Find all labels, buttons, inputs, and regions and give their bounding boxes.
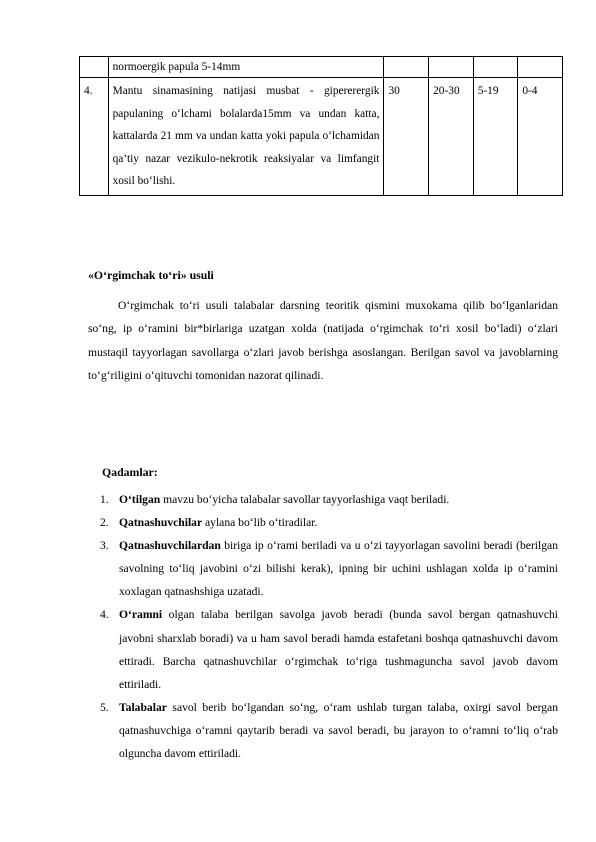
table-cell-value <box>518 57 563 78</box>
table-cell-description: normoergik papula 5-14mm <box>108 57 384 78</box>
table-cell-number <box>80 57 109 78</box>
steps-title: Qadamlar: <box>102 465 158 479</box>
table-cell-value <box>473 57 518 78</box>
step-text: olgan talaba berilgan savolga javob beradi (bunda savol bergan qatnashuvchi javobni sharxlab boradi) va u ham savol beradi hamda estafetani boshqa qatnashuvchi davom ettiradi. Barcha qatnashuvchilar o‘rgimchak to‘riga tushmaguncha savol javob davom ettiriladi. <box>119 608 558 691</box>
section-heading: «O‘rgimchak to‘ri» usuli <box>88 268 214 282</box>
step-number: 2. <box>100 516 109 530</box>
section-paragraph: O‘rgimchak to‘ri usuli talabalar darsning teoritik qismini muxokama qilib bo‘lganlaridan so‘ng, ip o‘ramini bir*birlariga uzatgan xolda (natijada o‘rgimchak to‘ri xosil bo‘ladi) o‘zlari mustaqil tayyorlagan savollarga o‘zlari javob berishga asoslangan. Berilgan savol va javoblarning to‘g‘riligini o‘qituvchi tomonidan nazorat qilinadi. <box>88 299 558 382</box>
step-keyword: Talabalar <box>119 700 167 714</box>
list-item <box>100 534 558 603</box>
table-row <box>80 57 563 78</box>
step-keyword: O‘ramni <box>119 608 163 622</box>
step-text: biriga ip o‘rami beriladi va u o‘zi tayyorlagan savolini beradi (berilgan savolning to‘liq javobini o‘zi bilishi kerak), ipning bir uchini ushlagan xolda ip o‘ramini xoxlagan qatnashshiga uzatadi. <box>119 539 558 599</box>
step-number: 3. <box>100 539 109 553</box>
step-keyword: Qatnashuvchilardan <box>119 539 221 553</box>
table-cell-value <box>429 57 474 78</box>
step-text: aylana bo‘lib o‘tiradilar. <box>202 516 318 530</box>
list-item <box>100 511 558 534</box>
table-cell-value: 30 <box>384 78 429 196</box>
table-cell-description: Mantu sinamasining natijasi musbat - gipererergik papulaning o‘lchami bolalarda15mm va undan katta, kattalarda 21 mm va undan katta yoki papula o‘lchamidan qa’tiy nazar vezikulo-nekrotik reaksiyalar va limfangit xosil bo‘lishi. <box>108 78 384 196</box>
table-cell-value <box>384 57 429 78</box>
step-number: 1. <box>100 493 109 506</box>
table-row <box>80 78 563 196</box>
list-item <box>100 488 558 511</box>
score-table <box>79 56 563 196</box>
list-item <box>100 696 558 765</box>
table-cell-value: 0-4 <box>518 78 563 196</box>
step-text: savol berib bo‘lgandan so‘ng, o‘ram ushlab turgan talaba, oxirgi savol bergan qatnashuvchiga o‘ramni qaytarib beradi va savol beradi, bu jarayon to o‘ramni to‘liq o‘rab olguncha davom ettiriladi. <box>119 700 558 761</box>
table-cell-number: 4. <box>80 78 109 196</box>
steps-list <box>100 488 558 765</box>
step-number: 5. <box>100 700 109 714</box>
step-keyword: O‘tilgan <box>119 493 161 506</box>
step-text: mavzu bo‘yicha talabalar savollar tayyorlashiga vaqt beriladi. <box>160 493 450 506</box>
table-cell-value: 20-30 <box>429 78 474 196</box>
list-item <box>100 603 558 695</box>
step-number: 4. <box>100 608 109 622</box>
step-keyword: Qatnashuvchilar <box>119 516 203 530</box>
table-cell-value: 5-19 <box>473 78 518 196</box>
